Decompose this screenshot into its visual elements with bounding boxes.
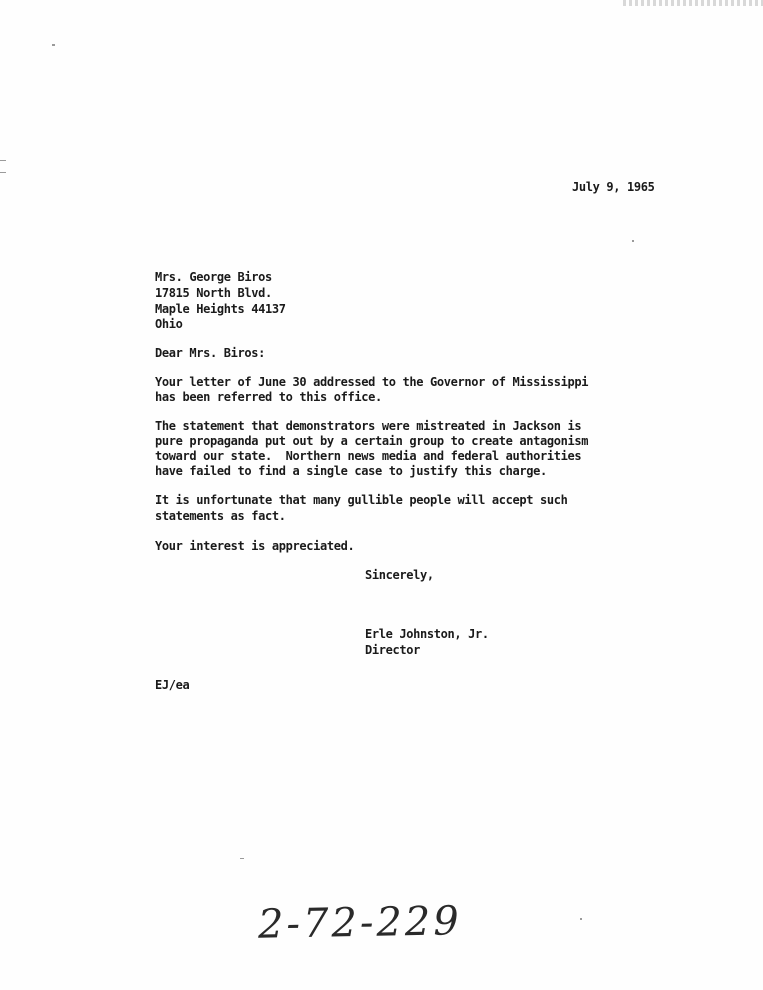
scan-speck — [240, 858, 244, 859]
paragraph-4: Your interest is appreciated. — [155, 539, 355, 553]
signer-name: Erle Johnston, Jr. — [365, 627, 489, 641]
recipient-state: Ohio — [155, 317, 183, 331]
paragraph-line: statements as fact. — [155, 509, 286, 523]
paragraph-line: The statement that demonstrators were mistreated in Jackson is — [155, 419, 582, 433]
paragraph-line: It is unfortunate that many gullible people will accept such — [155, 493, 568, 507]
signer-title: Director — [365, 643, 420, 657]
scan-speck — [52, 44, 55, 46]
typist-initials: EJ/ea — [155, 678, 190, 692]
paragraph-line: Your letter of June 30 addressed to the Governor of Mississippi — [155, 375, 589, 389]
paragraph-line: has been referred to this office. — [155, 390, 382, 404]
letter-date: July 9, 1965 — [572, 180, 655, 194]
paragraph-line: have failed to find a single case to justify this charge. — [155, 464, 547, 478]
scan-mark — [0, 160, 6, 161]
handwritten-file-number: 2-72-229 — [257, 898, 463, 948]
salutation: Dear Mrs. Biros: — [155, 346, 265, 360]
paragraph-line: toward our state. Northern news media and federal authorities — [155, 449, 582, 463]
scan-speck — [632, 240, 634, 242]
recipient-name: Mrs. George Biros — [155, 270, 272, 284]
recipient-street: 17815 North Blvd. — [155, 286, 272, 300]
scan-speck — [580, 918, 582, 920]
closing: Sincerely, — [365, 568, 434, 582]
paragraph-line: pure propaganda put out by a certain group to create antagonism — [155, 434, 589, 448]
scan-mark — [0, 172, 6, 173]
recipient-city: Maple Heights 44137 — [155, 302, 286, 316]
scan-edge-marks — [623, 0, 763, 6]
